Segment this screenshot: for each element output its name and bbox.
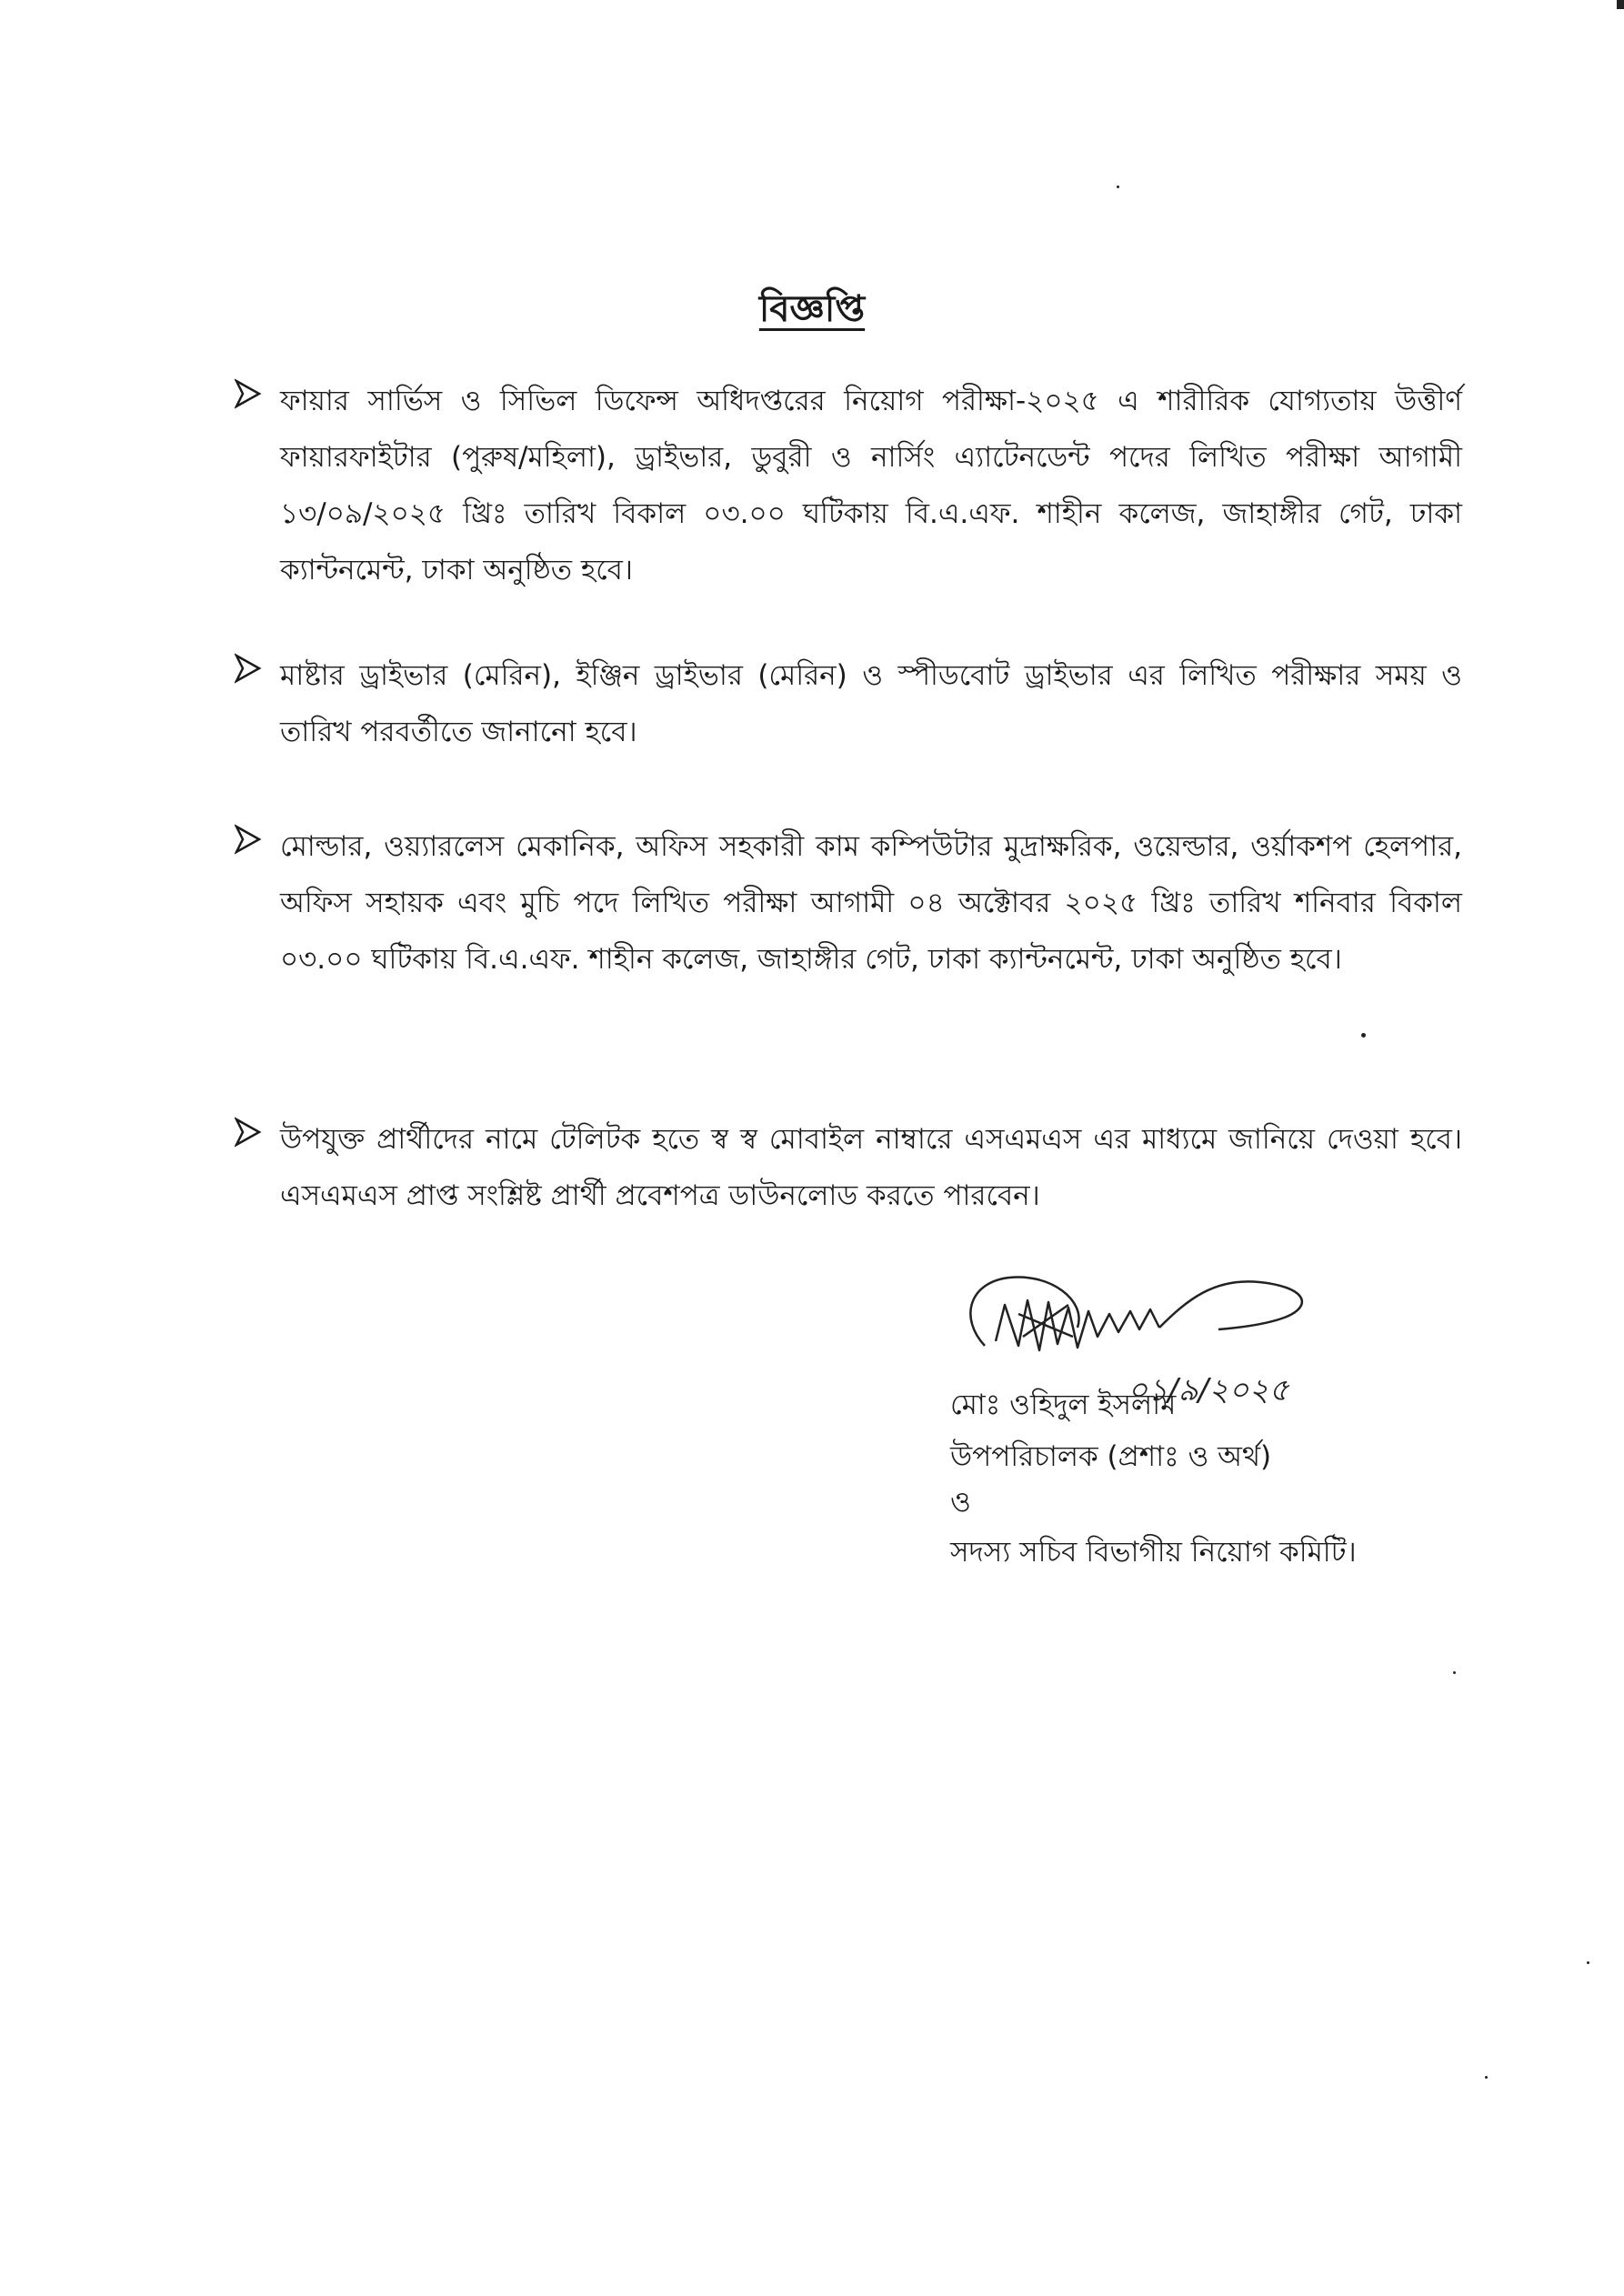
arrowhead-bullet-icon — [235, 824, 262, 855]
signatory-role: সদস্য সচিব বিভাগীয় নিয়োগ কমিটি। — [950, 1536, 1357, 1569]
scan-speck — [1361, 1033, 1366, 1038]
signatory-conjunction: ও — [950, 1486, 971, 1519]
notice-item-sms-admit-card — [235, 1111, 1462, 1224]
scan-speck — [1485, 2076, 1488, 2079]
notice-item-written-exam-firefighter — [235, 373, 1462, 598]
arrowhead-bullet-icon — [235, 1117, 262, 1148]
signatory-name: মোঃ ওহিদুল ইসলাম — [950, 1389, 1177, 1421]
notice-item-written-exam-others — [235, 818, 1462, 988]
notice-item-text: মাষ্টার ড্রাইভার (মেরিন), ইঞ্জিন ড্রাইভার (মেরিন) ও স্পীডবোট ড্রাইভার এর লিখিত পরীক্ষার সময় ও তারিখ পরবর্তীতে জানানো হবে। — [280, 659, 1462, 748]
scan-speck — [1617, 0, 1624, 9]
scan-speck — [1587, 1961, 1589, 1964]
scan-speck — [1117, 185, 1119, 188]
notice-item-marine-driver — [235, 647, 1462, 760]
notice-item-text: মোল্ডার, ওয়্যারলেস মেকানিক, অফিস সহকারী কাম কম্পিউটার মুদ্রাক্ষরিক, ওয়েল্ডার, ওর্য়াকশপ হেলপার, অফিস সহায়ক এবং মুচি পদে লিখিত পরীক্ষা আগামী ০৪ অক্টোবর ২০২৫ খ্রিঃ তারিখ শনিবার বিকাল ০৩.০০ ঘটিকায় বি.এ.এফ. শাহীন কলেজ, জাহাঙ্গীর গেট, ঢাকা ক্যান্টনমেন্ট, ঢাকা অনুষ্ঠিত হবে। — [280, 830, 1462, 976]
signature-date: ০১/৯/২০২৫ — [1128, 1372, 1289, 1409]
arrowhead-bullet-icon — [235, 378, 262, 409]
notice-item-text: উপযুক্ত প্রার্থীদের নামে টেলিটক হতে স্ব স্ব মোবাইল নাম্বারে এসএমএস এর মাধ্যমে জানিয়ে দেওয়া হবে। এসএমএস প্রাপ্ত সংশ্লিষ্ট প্রার্থী প্রবেশপত্র ডাউনলোড করতে পারবেন। — [280, 1123, 1462, 1212]
scan-speck — [1453, 1671, 1456, 1674]
notice-title — [0, 284, 1624, 335]
notice-title-text: বিজ্ঞপ্তি — [758, 288, 866, 330]
arrowhead-bullet-icon — [235, 653, 262, 684]
notice-item-text: ফায়ার সার্ভিস ও সিভিল ডিফেন্স অধিদপ্তরের নিয়োগ পরীক্ষা-২০২৫ এ শারীরিক যোগ্যতায় উত্তীর্ণ ফায়ারফাইটার (পুরুষ/মহিলা), ড্রাইভার, ডুবুরী ও নার্সিং এ্যাটেনডেন্ট পদের লিখিত পরীক্ষা আগামী ১৩/০৯/২০২৫ খ্রিঃ তারিখ বিকাল ০৩.০০ ঘটিকায় বি.এ.এফ. শাহীন কলেজ, জাহাঙ্গীর গেট, ঢাকা ক্যান্টনমেন্ট, ঢাকা অনুষ্ঠিত হবে। — [280, 385, 1462, 587]
signature-block — [941, 1264, 1487, 1582]
signatory-designation: উপপরিচালক (প্রশাঃ ও অর্থ) — [950, 1440, 1272, 1473]
